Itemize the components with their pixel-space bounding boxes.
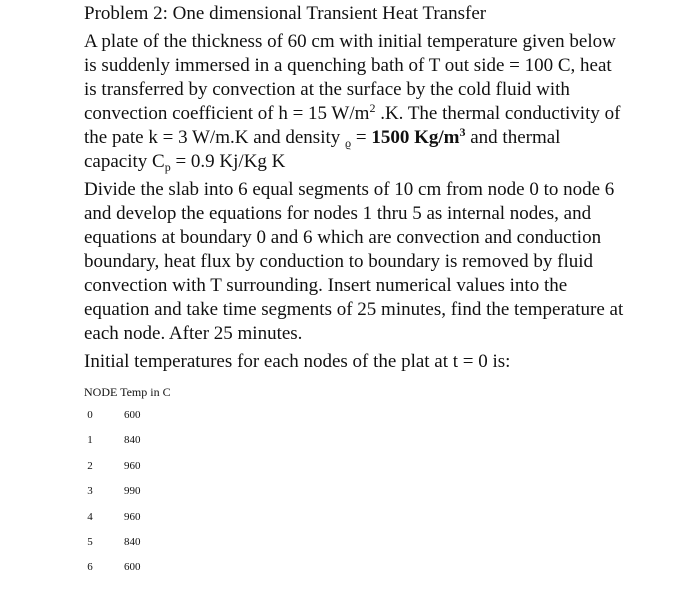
document-body — [84, 2, 624, 374]
table-row — [84, 400, 284, 425]
node-temperature: 840 — [124, 434, 141, 447]
node-number: 4 — [87, 510, 93, 523]
cubed-superscript: 3 — [459, 125, 466, 139]
initial-temperatures-intro: Initial temperatures for each nodes of the plat at t = 0 is: — [84, 351, 511, 372]
problem-title: Problem 2: One dimensional Transient Heat Transfer — [84, 3, 487, 24]
table-row — [84, 425, 284, 450]
node-number: 6 — [87, 561, 93, 574]
table-rows — [84, 400, 284, 578]
problem-statement — [84, 30, 624, 174]
statement-part-4: = 0.9 Kj/Kg K — [170, 151, 286, 172]
statement-part-1: A plate of the thickness of 60 cm with initial temperature given below is suddenly immersed in a quenching bath of T out side = 100 C, heat is transferred by convection at the surface by the cold fluid with convection coefficient of h = 15 W/m — [84, 31, 616, 124]
density-value: 1500 Kg/m — [371, 127, 460, 148]
node-temperature: 840 — [124, 535, 141, 548]
node-temperature: 600 — [124, 561, 141, 574]
node-number: 3 — [87, 485, 93, 498]
node-number: 1 — [87, 434, 93, 447]
node-number: 0 — [87, 409, 93, 421]
node-temperature: 960 — [124, 510, 141, 523]
statement-equals: = — [351, 127, 372, 148]
initial-temperature-table — [84, 384, 284, 578]
table-row — [84, 502, 284, 527]
table-header: NODE Temp in C — [84, 385, 171, 399]
instructions-paragraph: Divide the slab into 6 equal segments of 10 cm from node 0 to node 6 and develop the equations for nodes 1 thru 5 as internal nodes, and equations at boundary 0 and 6 which are convection and conduction boundary, heat flux by conduction to boundary is removed by fluid convection with T surrounding. Insert numerical values into the equation and take time segments of 25 minutes, find the temperature at each node. After 25 minutes. — [84, 179, 624, 344]
node-number: 2 — [87, 459, 93, 472]
table-row — [84, 527, 284, 552]
node-temperature: 960 — [124, 459, 141, 472]
statement-part-3: and thermal capacity C — [84, 127, 561, 172]
statement-part-2: .K. The thermal conductivity of the pate k = 3 W/m.K and density — [84, 103, 621, 148]
table-row — [84, 552, 284, 577]
squared-superscript: 2 — [369, 101, 376, 115]
cp-subscript: p — [164, 160, 171, 174]
node-temperature: 600 — [124, 409, 141, 421]
table-row — [84, 476, 284, 501]
density-symbol: ϱ — [345, 136, 352, 150]
node-number: 5 — [87, 535, 93, 548]
table-row — [84, 451, 284, 476]
node-temperature: 990 — [124, 485, 141, 498]
